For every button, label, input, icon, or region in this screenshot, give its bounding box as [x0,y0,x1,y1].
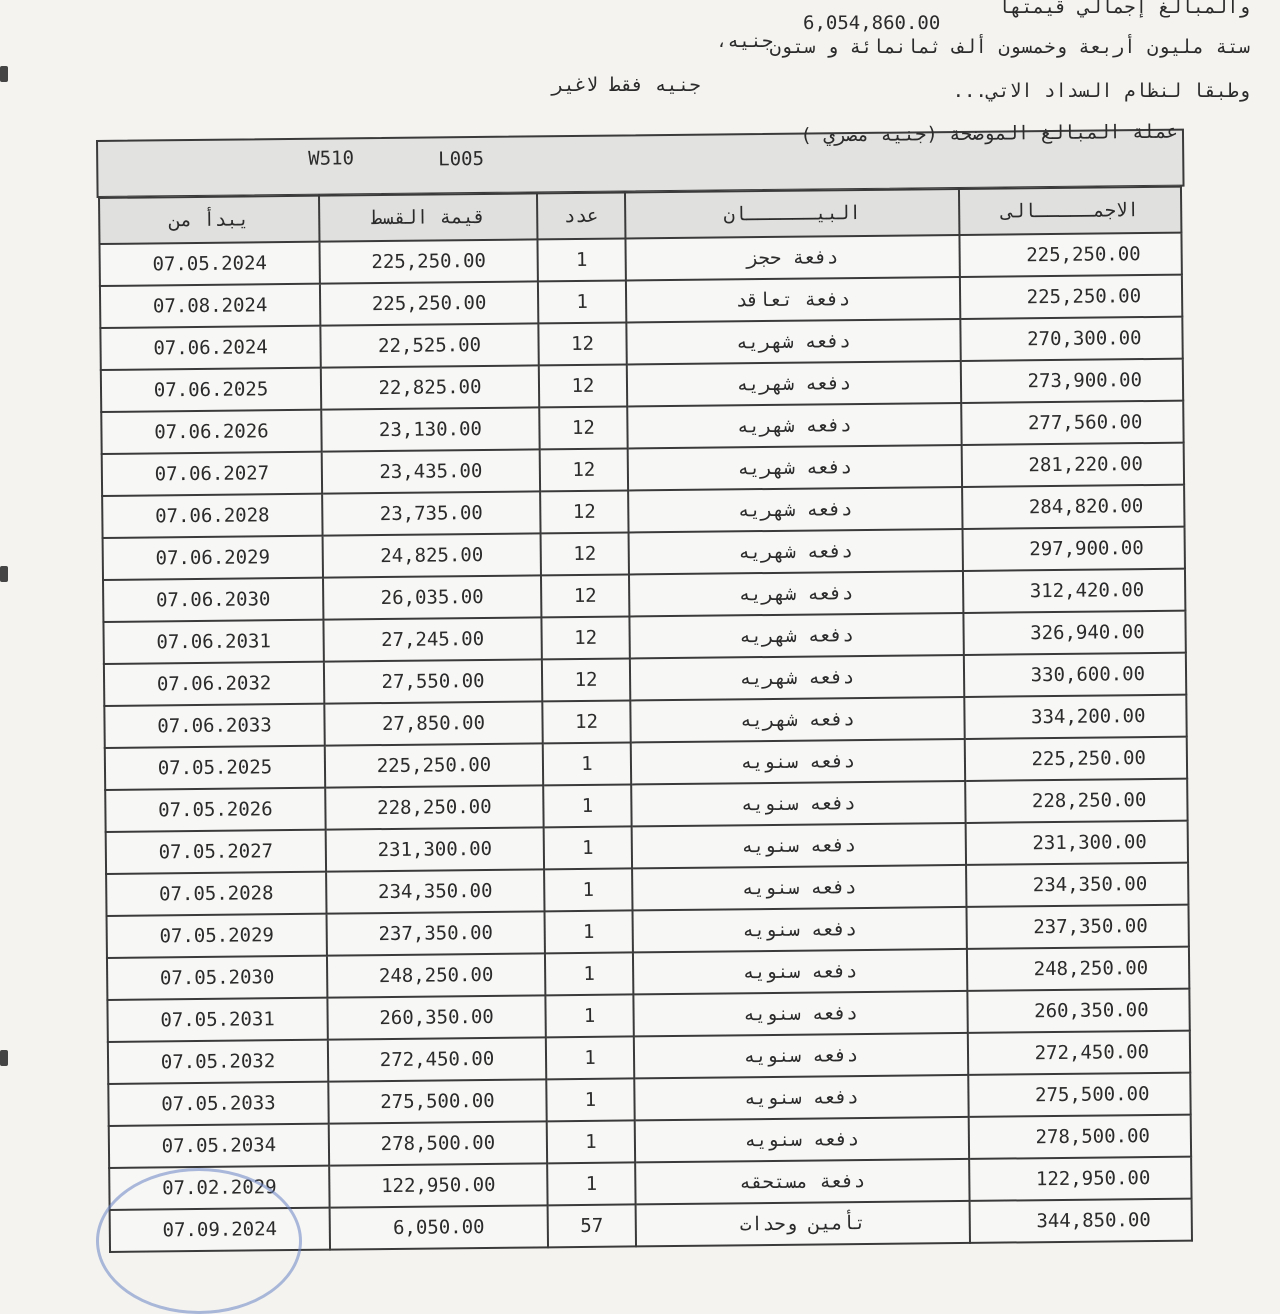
installment-value-cell: 6,050.00 [330,1205,548,1249]
start-date-cell: 07.06.2030 [103,578,323,622]
count-cell: 12 [539,364,627,407]
installment-value-cell: 26,035.00 [323,575,541,619]
installment-value-cell: 278,500.00 [329,1121,547,1165]
start-date-cell: 07.09.2024 [110,1208,330,1252]
company-stamp [96,1168,302,1314]
start-date-cell: 07.05.2031 [107,998,327,1042]
total-cell: 272,450.00 [968,1031,1190,1075]
intro-line-1: والمبالغ إجمالي قيمتها [998,0,1250,18]
description-cell: دفعه سنويه [631,739,965,784]
intro-line-3: وطبقا لنظام السداد الاتي... [952,80,1250,102]
start-date-cell: 07.06.2031 [103,620,323,664]
count-cell: 1 [544,826,632,869]
start-date-cell: 07.05.2025 [105,746,325,790]
description-cell: دفعه سنويه [633,907,967,952]
start-date-cell: 07.05.2028 [106,872,326,916]
description-cell: دفعه شهريه [627,361,961,406]
col-total: الاجمـــــالى [959,187,1181,235]
building-code: L005 [438,147,485,171]
count-cell: 1 [545,910,633,953]
total-cell: 278,500.00 [969,1115,1191,1159]
start-date-cell: 07.06.2032 [104,662,324,706]
installment-value-cell: 24,825.00 [323,533,541,577]
margin-mark [0,1050,8,1066]
installment-value-cell: 234,350.00 [326,869,544,913]
count-cell: 1 [544,868,632,911]
description-cell: دفعه سنويه [632,865,966,910]
count-cell: 12 [542,658,630,701]
total-cell: 334,200.00 [964,695,1186,739]
installment-value-cell: 225,250.00 [325,743,543,787]
total-cell: 234,350.00 [966,863,1188,907]
total-cell: 312,420.00 [963,569,1185,613]
currency-word: جنيه، [716,30,774,52]
start-date-cell: 07.06.2029 [103,536,323,580]
total-amount: 6,054,860.00 [803,12,941,34]
description-cell: دفعه شهريه [628,445,962,490]
installment-value-cell: 27,245.00 [323,617,541,661]
description-cell: دفعه سنويه [632,823,966,868]
start-date-cell: 07.05.2032 [108,1040,328,1084]
total-cell: 273,900.00 [961,359,1183,403]
installment-value-cell: 225,250.00 [320,281,538,325]
total-cell: 225,250.00 [959,233,1181,277]
count-cell: 1 [546,1036,634,1079]
installment-value-cell: 228,250.00 [325,785,543,829]
description-cell: دفعه شهريه [629,571,963,616]
total-cell: 330,600.00 [964,653,1186,697]
count-cell: 1 [545,952,633,995]
count-cell: 57 [548,1204,636,1247]
count-cell: 1 [537,238,625,281]
installment-value-cell: 122,950.00 [329,1163,547,1207]
col-installment-value: قيمة القسط [319,193,537,241]
total-cell: 260,350.00 [967,989,1189,1033]
installment-value-cell: 272,450.00 [328,1037,546,1081]
installment-value-cell: 248,250.00 [327,953,545,997]
count-cell: 1 [545,994,633,1037]
description-cell: دفعه شهريه [626,319,960,364]
unit-code: W510 [308,147,355,170]
start-date-cell: 07.05.2030 [107,956,327,1000]
start-date-cell: 07.05.2026 [105,788,325,832]
total-cell: 122,950.00 [969,1157,1191,1201]
installment-value-cell: 27,550.00 [324,659,542,703]
count-cell: 1 [546,1078,634,1121]
count-cell: 12 [542,700,630,743]
installment-value-cell: 237,350.00 [327,911,545,955]
count-cell: 1 [543,742,631,785]
count-cell: 1 [547,1162,635,1205]
total-cell: 297,900.00 [963,527,1185,571]
description-cell: دفعه سنويه [631,781,965,826]
start-date-cell: 07.06.2024 [100,326,320,370]
start-date-cell: 07.05.2029 [107,914,327,958]
description-cell: دفعه سنويه [634,1075,968,1120]
col-description: البيــــــان [625,189,959,238]
total-cell: 231,300.00 [966,821,1188,865]
start-date-cell: 07.06.2025 [101,368,321,412]
col-start-date: يبدأ من [99,196,319,244]
installment-value-cell: 260,350.00 [327,995,545,1039]
total-cell: 281,220.00 [962,443,1184,487]
description-cell: دفعه سنويه [633,991,967,1036]
margin-mark [0,566,8,582]
installment-table [98,186,1191,1253]
description-cell: تأمين وحدات [636,1201,970,1246]
count-cell: 1 [543,784,631,827]
start-date-cell: 07.06.2033 [104,704,324,748]
description-cell: دفعة تعاقد [626,277,960,322]
installment-value-cell: 231,300.00 [326,827,544,871]
start-date-cell: 07.05.2033 [108,1082,328,1126]
description-cell: دفعه شهريه [629,613,963,658]
start-date-cell: 07.06.2028 [102,494,322,538]
intro-line-2-end: جنيه فقط لاغير [552,74,701,96]
count-cell: 1 [538,280,626,323]
total-cell: 326,940.00 [963,611,1185,655]
total-cell: 275,500.00 [968,1073,1190,1117]
start-date-cell: 07.05.2034 [109,1124,329,1168]
installment-value-cell: 23,735.00 [322,491,540,535]
installment-value-cell: 23,435.00 [322,449,540,493]
start-date-cell: 07.05.2024 [99,242,319,286]
start-date-cell: 07.08.2024 [100,284,320,328]
installment-value-cell: 22,825.00 [321,365,539,409]
count-cell: 12 [541,616,629,659]
col-count: عدد [537,192,625,239]
description-cell: دفعه سنويه [633,949,967,994]
start-date-cell: 07.02.2029 [109,1166,329,1210]
total-cell: 270,300.00 [960,317,1182,361]
total-cell: 248,250.00 [967,947,1189,991]
total-cell: 225,250.00 [965,737,1187,781]
total-cell: 284,820.00 [962,485,1184,529]
start-date-cell: 07.06.2026 [101,410,321,454]
count-cell: 12 [538,322,626,365]
count-cell: 12 [541,532,629,575]
start-date-cell: 07.06.2027 [102,452,322,496]
installment-value-cell: 22,525.00 [320,323,538,367]
count-cell: 12 [540,448,628,491]
description-cell: دفعه سنويه [634,1033,968,1078]
total-cell: 277,560.00 [961,401,1183,445]
installment-value-cell: 225,250.00 [319,239,537,283]
total-cell: 237,350.00 [966,905,1188,949]
count-cell: 12 [541,574,629,617]
description-cell: دفعه سنويه [635,1117,969,1162]
description-cell: دفعه شهريه [630,697,964,742]
currency-note: عملة المبالغ الموضحة (جنيه مصري ) [800,120,1179,147]
description-cell: دفعه شهريه [630,655,964,700]
description-cell: دفعة حجز [625,235,959,280]
margin-mark [0,66,8,82]
description-cell: دفعه شهريه [628,487,962,532]
description-cell: دفعه شهريه [629,529,963,574]
total-cell: 344,850.00 [970,1199,1192,1243]
intro-line-2: ستة مليون أربعة وخمسون ألف ثمانمائة و ستون [769,36,1250,58]
count-cell: 1 [547,1120,635,1163]
total-cell: 225,250.00 [960,275,1182,319]
total-cell: 228,250.00 [965,779,1187,823]
installment-value-cell: 23,130.00 [321,407,539,451]
installment-value-cell: 27,850.00 [324,701,542,745]
description-cell: دفعه شهريه [627,403,961,448]
count-cell: 12 [540,490,628,533]
count-cell: 12 [539,406,627,449]
installment-value-cell: 275,500.00 [328,1079,546,1123]
start-date-cell: 07.05.2027 [106,830,326,874]
description-cell: دفعة مستحقه [635,1159,969,1204]
